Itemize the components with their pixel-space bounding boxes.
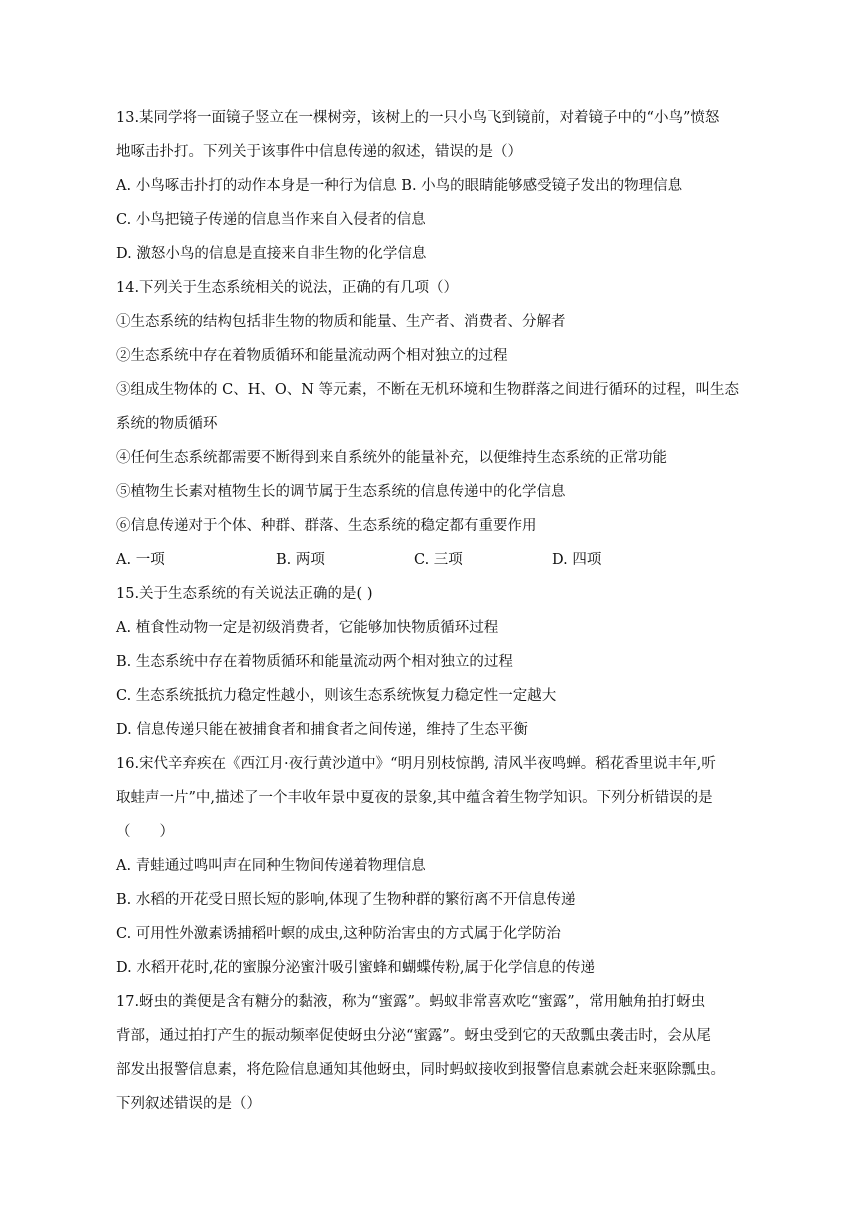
q13-option-c: C. 小鸟把镜子传递的信息当作来自入侵者的信息	[116, 212, 426, 228]
q15-option-a: A. 植食性动物一定是初级消费者，它能够加快物质循环过程	[116, 620, 499, 636]
q14-option-a: A. 一项	[116, 552, 165, 568]
q14-option-d: D. 四项	[552, 552, 602, 568]
q14-statement-4: ④任何生态系统都需要不断得到来自系统外的能量补充，以便维持生态系统的正常功能	[116, 450, 667, 466]
q13-stem-line1: 13.某同学将一面镜子竖立在一棵树旁，该树上的一只小鸟飞到镜前，对着镜子中的“小鸟”愤怒	[116, 110, 720, 126]
q13-option-d: D. 激怒小鸟的信息是直接来自非生物的化学信息	[116, 246, 427, 262]
q15-option-c: C. 生态系统抵抗力稳定性越小，则该生态系统恢复力稳定性一定越大	[116, 688, 557, 704]
q14-statement-3-line1: ③组成生物体的 C、H、O、N 等元素，不断在无机环境和生物群落之间进行循环的过程，叫生态	[116, 382, 740, 398]
q13-option-ab: A. 小鸟啄击扑打的动作本身是一种行为信息 B. 小鸟的眼睛能够感受镜子发出的物理信息	[116, 178, 683, 194]
q16-option-a: A. 青蛙通过鸣叫声在同种生物间传递着物理信息	[116, 858, 426, 874]
q16-option-d: D. 水稻开花时,花的蜜腺分泌蜜汁吸引蜜蜂和蝴蝶传粉,属于化学信息的传递	[116, 960, 596, 976]
q16-option-b: B. 水稻的开花受日照长短的影响,体现了生物种群的繁衍离不开信息传递	[116, 892, 576, 908]
q17-stem-line3: 部发出报警信息素，将危险信息通知其他蚜虫，同时蚂蚁接收到报警信息素就会赶来驱除瓢虫。	[116, 1062, 725, 1078]
q17-stem-line2: 背部，通过拍打产生的振动频率促使蚜虫分泌“蜜露”。蚜虫受到它的天敌瓢虫袭击时，会从尾	[116, 1028, 711, 1044]
q14-option-c: C. 三项	[414, 552, 463, 568]
q13-stem-line2: 地啄击扑打。下列关于该事件中信息传递的叙述，错误的是（）	[116, 144, 522, 160]
q14-stem: 14.下列关于生态系统相关的说法，正确的有几项（）	[116, 280, 459, 296]
q16-stem-line2: 取蛙声一片”中,描述了一个丰收年景中夏夜的景象,其中蕴含着生物学知识。下列分析错误的是	[116, 790, 713, 806]
q17-stem-line1: 17.蚜虫的粪便是含有糖分的黏液，称为“蜜露”。蚂蚁非常喜欢吃“蜜露”，常用触角拍打蚜虫	[116, 994, 706, 1010]
q14-statement-2: ②生态系统中存在着物质循环和能量流动两个相对独立的过程	[116, 348, 508, 364]
q14-statement-5: ⑤植物生长素对植物生长的调节属于生态系统的信息传递中的化学信息	[116, 484, 566, 500]
q15-option-d: D. 信息传递只能在被捕食者和捕食者之间传递，维持了生态平衡	[116, 722, 528, 738]
q15-stem: 15.关于生态系统的有关说法正确的是( )	[116, 586, 373, 602]
q16-option-c: C. 可用性外激素诱捕稻叶螟的成虫,这种防治害虫的方式属于化学防治	[116, 926, 561, 942]
q16-stem-line1: 16.宋代辛弃疾在《西江月·夜行黄沙道中》“明月别枝惊鹊, 清风半夜鸣蝉。稻花香里说丰年,听	[116, 756, 716, 772]
q15-option-b: B. 生态系统中存在着物质循环和能量流动两个相对独立的过程	[116, 654, 513, 670]
q14-statement-3-line2: 系统的物质循环	[116, 416, 218, 432]
q14-option-b: B. 两项	[276, 552, 325, 568]
q14-statement-1: ①生态系统的结构包括非生物的物质和能量、生产者、消费者、分解者	[116, 314, 566, 330]
q17-stem-line4: 下列叙述错误的是（）	[116, 1096, 261, 1112]
q14-statement-6: ⑥信息传递对于个体、种群、群落、生态系统的稳定都有重要作用	[116, 518, 537, 534]
q16-stem-line3: （ ）	[116, 824, 174, 840]
